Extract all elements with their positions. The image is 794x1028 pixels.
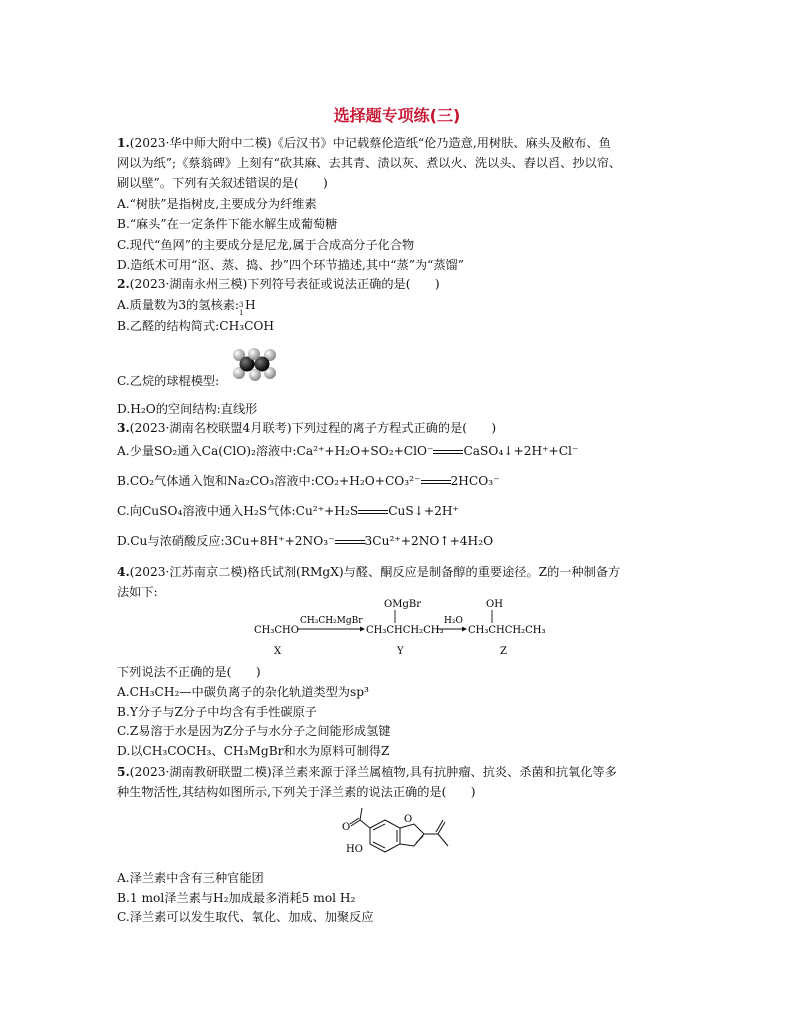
compound-y-label: Y <box>397 646 404 657</box>
nuclide-superscripts <box>239 300 245 317</box>
compound-z-formula: CH₃CHCH₂CH₃ <box>468 625 546 636</box>
q3-a-products: CaSO₄↓+2H⁺+Cl⁻ <box>463 444 579 458</box>
equals-sign <box>358 507 388 517</box>
q3-stem-line <box>117 419 496 437</box>
q4-text-1: (2023·江苏南京二模)格氏试剂(RMgX)与醛、酮反应是制备醇的重要途径。Z的一种制备方 <box>129 565 621 579</box>
equals-sign <box>421 477 451 487</box>
q3-b-reactants: B.CO₂气体通入饱和Na₂CO₃溶液中:CO₂+H₂O+CO₃²⁻ <box>117 474 421 488</box>
compound-z-label: Z <box>500 646 507 657</box>
q5-option-b: B.1 mol泽兰素与H₂加成最多消耗5 mol H₂ <box>117 891 356 905</box>
q1-option-c: C.现代“鱼网”的主要成分是尼龙,属于合成高分子化合物 <box>117 238 415 252</box>
q1-line-1 <box>117 134 611 152</box>
q4-option-d: D.以CH₃COCH₃、CH₃MgBr和水为原料可制得Z <box>117 744 390 758</box>
arrow-head-2 <box>462 627 467 632</box>
q1-line-2: 网以为纸”;《蔡翁碑》上刻有“砍其麻、去其青、渍以灰、煮以火、洗以头、舂以舀、抄以帘、 <box>117 156 622 170</box>
hydroxyl-group: HO <box>346 844 363 855</box>
compound-x-label: X <box>274 646 282 657</box>
q2-option-d: D.H₂O的空间结构:直线形 <box>117 402 258 416</box>
q3-d-reactants: D.Cu与浓硝酸反应:3Cu+8H⁺+2NO₃⁻ <box>117 534 335 548</box>
compound-z-group: OH <box>486 599 503 610</box>
q1-line-3: 刷以壁”。下列有关叙述错误的是( ) <box>117 176 328 190</box>
q5-text-1: (2023·湖南教研联盟二模)泽兰素来源于泽兰属植物,具有抗肿瘤、抗炎、杀菌和抗氧化等多 <box>129 765 617 779</box>
q3-option-d <box>117 532 493 550</box>
mass-number: 3 <box>239 300 244 309</box>
reagent-1: CH₃CH₂MgBr <box>300 616 363 626</box>
carbonyl-oxygen: O <box>342 822 351 833</box>
atomic-number: 1 <box>239 308 244 317</box>
q3-option-a <box>117 442 578 460</box>
furan-oxygen: O <box>404 814 413 825</box>
q4-stem: 下列说法不正确的是( ) <box>117 665 261 679</box>
q2-number: 2. <box>117 277 130 291</box>
q3-stem: (2023·湖南名校联盟4月联考)下列过程的离子方程式正确的是( ) <box>129 421 497 435</box>
q1-number: 1. <box>117 136 130 150</box>
q4-option-c: C.Z易溶于水是因为Z分子与水分子之间能形成氢键 <box>117 724 391 738</box>
q4-line-2: 法如下: <box>117 585 158 599</box>
q2-option-c: C.乙烷的球棍模型: <box>117 374 220 388</box>
q5-option-c: C.泽兰素可以发生取代、氧化、加成、加聚反应 <box>117 910 374 924</box>
q2-stem-line <box>117 275 440 293</box>
eupatorin-structure <box>340 806 460 866</box>
compound-x-formula: CH₃CHO <box>254 625 299 636</box>
q3-a-reactants: A.少量SO₂通入Ca(ClO)₂溶液中:Ca²⁺+H₂O+SO₂+ClO⁻ <box>117 444 434 458</box>
benzene-ring <box>370 820 400 852</box>
ethane-ball-stick-model <box>230 346 280 382</box>
reagent-2: H₂O <box>444 616 463 626</box>
q5-number: 5. <box>117 765 130 779</box>
q1-text-1: (2023·华中师大附中二模)《后汉书》中记载蔡伦造纸“伦乃造意,用树肤、麻头及敝布、鱼 <box>129 136 611 150</box>
q4-number: 4. <box>117 565 130 579</box>
q1-option-a: A.“树肤”是指树皮,主要成分为纤维素 <box>117 197 317 211</box>
q3-c-reactants: C.向CuSO₄溶液中通入H₂S气体:Cu²⁺+H₂S <box>117 504 359 518</box>
compound-y-formula: CH₃CHCH₂CH₃ <box>366 625 444 636</box>
q5-line-2: 种生物活性,其结构如图所示,下列关于泽兰素的说法正确的是( ) <box>117 785 476 799</box>
q3-option-c <box>117 502 459 520</box>
q4-option-b: B.Y分子与Z分子中均含有手性碳原子 <box>117 705 317 719</box>
compound-y-group: OMgBr <box>384 599 421 610</box>
equals-sign <box>433 447 463 457</box>
q2-option-a-text: A.质量数为3的氢核素: <box>117 298 240 312</box>
page-title: 选择题专项练(三) <box>333 106 461 125</box>
arrow-head-1 <box>360 627 365 632</box>
furan-ring <box>400 824 424 846</box>
q1-option-b: B.“麻头”在一定条件下能水解生成葡萄糖 <box>117 217 338 231</box>
q3-option-b <box>117 472 500 490</box>
q2-option-b: B.乙醛的结构简式:CH₃COH <box>117 319 275 333</box>
equals-sign <box>335 537 365 547</box>
element-symbol: H <box>245 298 256 312</box>
q5-line-1 <box>117 763 617 781</box>
q4-option-a: A.CH₃CH₂—中碳负离子的杂化轨道类型为sp³ <box>117 685 369 699</box>
q3-c-products: CuS↓+2H⁺ <box>388 504 459 518</box>
q5-option-a: A.泽兰素中含有三种官能团 <box>117 871 264 885</box>
grignard-reaction-scheme <box>250 598 550 660</box>
q2-stem: (2023·湖南永州三模)下列符号表征或说法正确的是( ) <box>129 277 440 291</box>
q1-option-d: D.造纸术可用“沤、蒸、捣、抄”四个环节描述,其中“蒸”为“蒸馏” <box>117 258 464 272</box>
q3-d-products: 3Cu²⁺+2NO↑+4H₂O <box>364 534 494 548</box>
q3-number: 3. <box>117 421 130 435</box>
q4-line-1 <box>117 563 620 581</box>
q2-option-a <box>117 296 256 317</box>
q3-b-products: 2HCO₃⁻ <box>450 474 500 488</box>
